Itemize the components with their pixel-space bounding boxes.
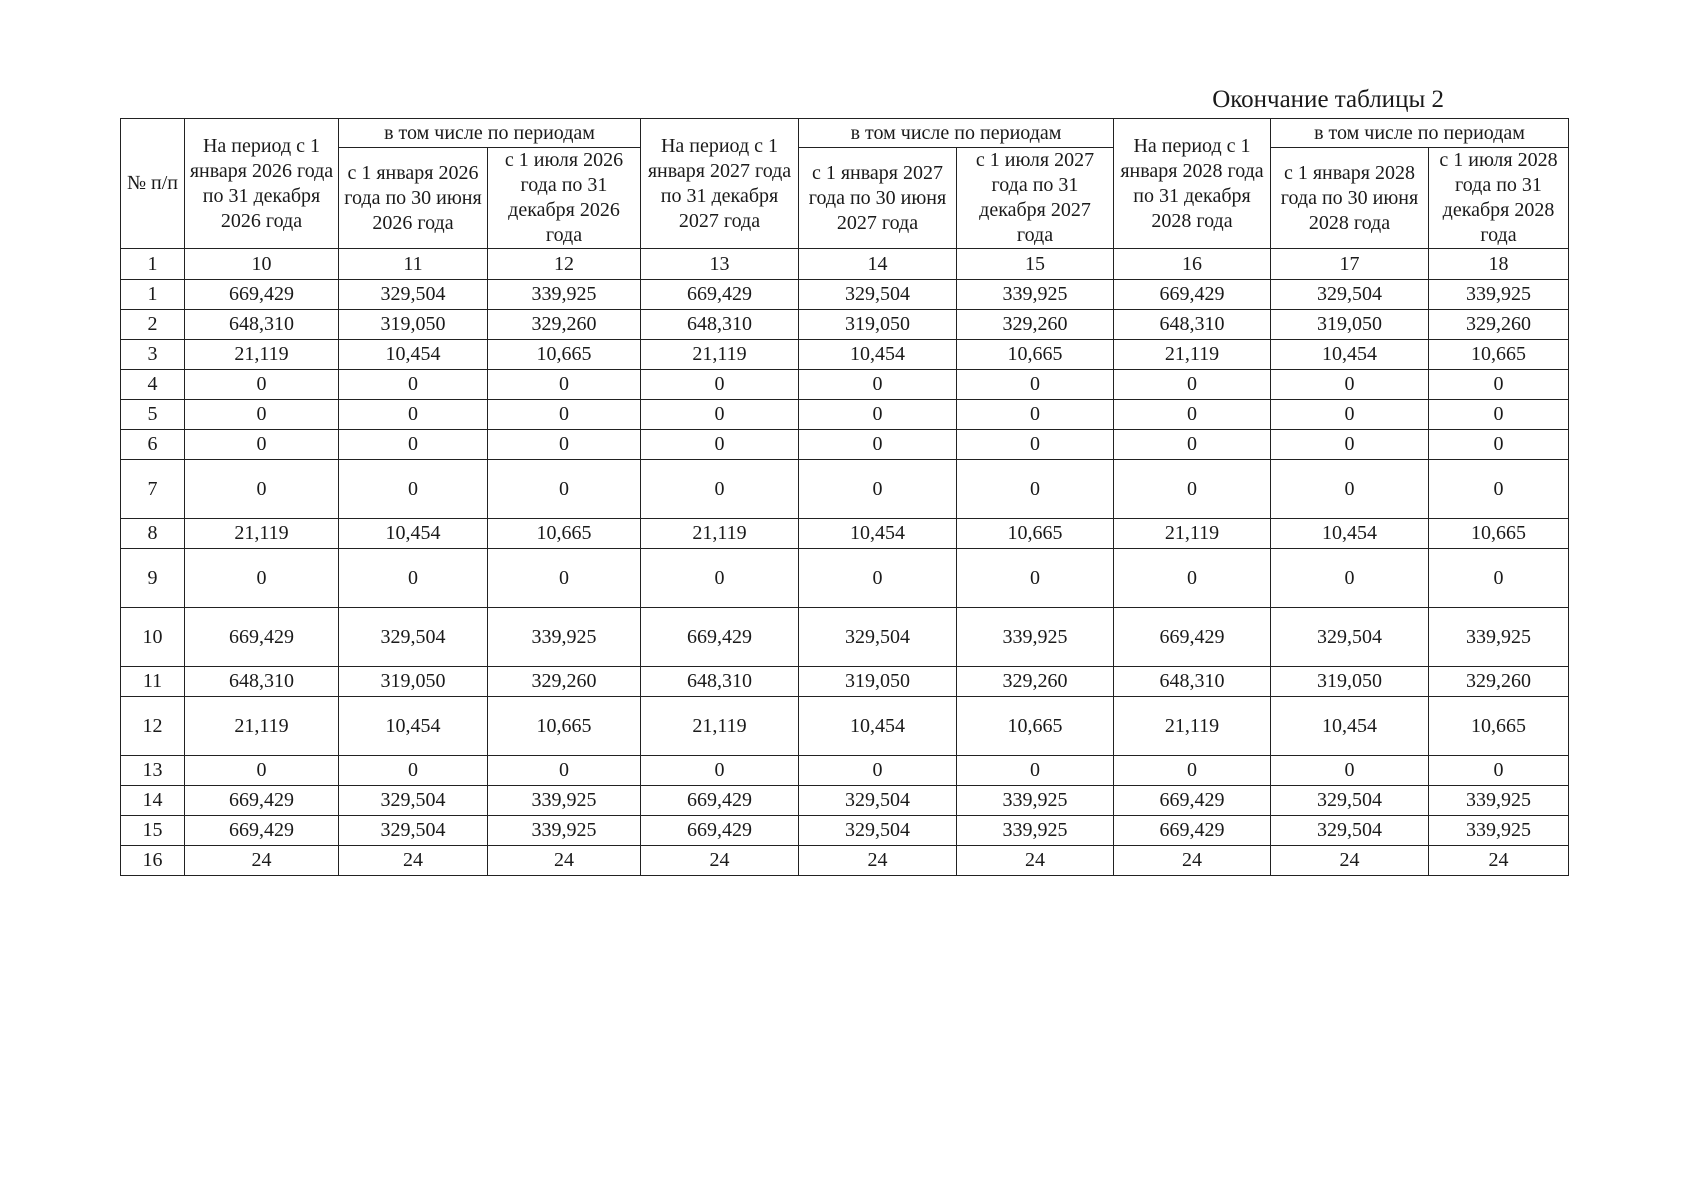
column-number: 17 — [1271, 249, 1429, 280]
value-cell: 669,429 — [185, 280, 339, 310]
value-cell: 0 — [1429, 370, 1569, 400]
value-cell: 648,310 — [1114, 667, 1271, 697]
value-cell: 10,454 — [1271, 697, 1429, 756]
value-cell: 0 — [1271, 460, 1429, 519]
value-cell: 0 — [185, 460, 339, 519]
value-cell: 669,429 — [641, 786, 799, 816]
value-cell: 0 — [641, 549, 799, 608]
row-number-cell: 15 — [121, 816, 185, 846]
value-cell: 0 — [339, 400, 488, 430]
table-body — [121, 280, 1569, 876]
value-cell: 669,429 — [641, 816, 799, 846]
value-cell: 339,925 — [488, 816, 641, 846]
value-cell: 0 — [1429, 430, 1569, 460]
value-cell: 24 — [641, 846, 799, 876]
value-cell: 329,504 — [799, 608, 957, 667]
value-cell: 10,454 — [1271, 519, 1429, 549]
value-cell: 339,925 — [488, 786, 641, 816]
value-cell: 10,665 — [957, 697, 1114, 756]
value-cell: 329,504 — [799, 786, 957, 816]
value-cell: 0 — [957, 430, 1114, 460]
value-cell: 329,260 — [1429, 667, 1569, 697]
value-cell: 648,310 — [641, 310, 799, 340]
value-cell: 10,454 — [799, 340, 957, 370]
column-number: 10 — [185, 249, 339, 280]
table-row — [121, 756, 1569, 786]
value-cell: 0 — [957, 400, 1114, 430]
table-row — [121, 816, 1569, 846]
row-number-cell: 12 — [121, 697, 185, 756]
table-row — [121, 430, 1569, 460]
header-num: № п/п — [121, 119, 185, 249]
value-cell: 0 — [1271, 430, 1429, 460]
table-row — [121, 400, 1569, 430]
table-row — [121, 549, 1569, 608]
value-cell: 329,504 — [799, 816, 957, 846]
value-cell: 0 — [1429, 549, 1569, 608]
value-cell: 329,504 — [799, 280, 957, 310]
table-row — [121, 786, 1569, 816]
value-cell: 24 — [1271, 846, 1429, 876]
value-cell: 10,454 — [799, 697, 957, 756]
row-number-cell: 16 — [121, 846, 185, 876]
value-cell: 21,119 — [641, 519, 799, 549]
value-cell: 0 — [185, 400, 339, 430]
value-cell: 0 — [1429, 400, 1569, 430]
value-cell: 339,925 — [957, 608, 1114, 667]
value-cell: 329,260 — [488, 667, 641, 697]
value-cell: 21,119 — [1114, 519, 1271, 549]
row-number-cell: 8 — [121, 519, 185, 549]
value-cell: 0 — [339, 430, 488, 460]
value-cell: 21,119 — [641, 340, 799, 370]
value-cell: 0 — [1114, 400, 1271, 430]
value-cell: 339,925 — [1429, 816, 1569, 846]
value-cell: 0 — [799, 549, 957, 608]
row-number-cell: 10 — [121, 608, 185, 667]
value-cell: 329,504 — [339, 608, 488, 667]
column-number: 15 — [957, 249, 1114, 280]
value-cell: 10,665 — [1429, 519, 1569, 549]
value-cell: 0 — [1114, 460, 1271, 519]
value-cell: 10,454 — [339, 697, 488, 756]
value-cell: 0 — [799, 370, 957, 400]
value-cell: 648,310 — [1114, 310, 1271, 340]
value-cell: 0 — [1114, 756, 1271, 786]
value-cell: 319,050 — [1271, 667, 1429, 697]
value-cell: 0 — [488, 430, 641, 460]
value-cell: 24 — [1114, 846, 1271, 876]
value-cell: 0 — [1429, 756, 1569, 786]
value-cell: 0 — [799, 430, 957, 460]
row-number-cell: 14 — [121, 786, 185, 816]
header-h2-2028: с 1 июля 2028 года по 31 декабря 2028 года — [1429, 148, 1569, 249]
value-cell: 0 — [185, 370, 339, 400]
value-cell: 319,050 — [799, 310, 957, 340]
table-row — [121, 608, 1569, 667]
value-cell: 0 — [488, 400, 641, 430]
value-cell: 24 — [339, 846, 488, 876]
value-cell: 21,119 — [1114, 697, 1271, 756]
column-number: 12 — [488, 249, 641, 280]
value-cell: 0 — [185, 549, 339, 608]
value-cell: 339,925 — [957, 280, 1114, 310]
value-cell: 329,504 — [1271, 280, 1429, 310]
value-cell: 329,504 — [1271, 786, 1429, 816]
value-cell: 329,504 — [1271, 608, 1429, 667]
header-h2-2027: с 1 июля 2027 года по 31 декабря 2027 года — [957, 148, 1114, 249]
value-cell: 21,119 — [1114, 340, 1271, 370]
value-cell: 24 — [185, 846, 339, 876]
value-cell: 339,925 — [1429, 786, 1569, 816]
value-cell: 10,665 — [488, 340, 641, 370]
value-cell: 0 — [1114, 549, 1271, 608]
value-cell: 24 — [799, 846, 957, 876]
value-cell: 0 — [488, 460, 641, 519]
value-cell: 0 — [799, 756, 957, 786]
table-caption: Окончание таблицы 2 — [1212, 86, 1444, 113]
value-cell: 0 — [339, 370, 488, 400]
value-cell: 319,050 — [339, 667, 488, 697]
table-row — [121, 667, 1569, 697]
value-cell: 0 — [339, 549, 488, 608]
value-cell: 0 — [1429, 460, 1569, 519]
header-group-2026: в том числе по периодам — [339, 119, 641, 148]
row-number-cell: 11 — [121, 667, 185, 697]
value-cell: 0 — [339, 756, 488, 786]
value-cell: 339,925 — [488, 608, 641, 667]
value-cell: 0 — [799, 400, 957, 430]
table-row — [121, 519, 1569, 549]
row-number-cell: 9 — [121, 549, 185, 608]
value-cell: 0 — [641, 400, 799, 430]
value-cell: 0 — [488, 756, 641, 786]
value-cell: 0 — [957, 756, 1114, 786]
value-cell: 10,665 — [488, 519, 641, 549]
table-row — [121, 460, 1569, 519]
value-cell: 669,429 — [1114, 816, 1271, 846]
value-cell: 0 — [799, 460, 957, 519]
row-number-cell: 1 — [121, 280, 185, 310]
value-cell: 329,504 — [339, 786, 488, 816]
value-cell: 329,504 — [339, 816, 488, 846]
row-number-cell: 3 — [121, 340, 185, 370]
value-cell: 0 — [957, 549, 1114, 608]
value-cell: 0 — [641, 460, 799, 519]
value-cell: 21,119 — [185, 519, 339, 549]
value-cell: 669,429 — [1114, 280, 1271, 310]
value-cell: 0 — [641, 370, 799, 400]
value-cell: 0 — [957, 370, 1114, 400]
value-cell: 669,429 — [1114, 786, 1271, 816]
row-number-cell: 13 — [121, 756, 185, 786]
row-number-cell: 5 — [121, 400, 185, 430]
column-number: 11 — [339, 249, 488, 280]
value-cell: 669,429 — [185, 608, 339, 667]
value-cell: 339,925 — [957, 816, 1114, 846]
row-number-cell: 4 — [121, 370, 185, 400]
value-cell: 648,310 — [185, 667, 339, 697]
row-number-cell: 7 — [121, 460, 185, 519]
header-group-2027: в том числе по периодам — [799, 119, 1114, 148]
table-row — [121, 370, 1569, 400]
value-cell: 319,050 — [339, 310, 488, 340]
value-cell: 339,925 — [957, 786, 1114, 816]
value-cell: 319,050 — [799, 667, 957, 697]
column-number: 1 — [121, 249, 185, 280]
value-cell: 24 — [957, 846, 1114, 876]
value-cell: 0 — [1114, 430, 1271, 460]
value-cell: 319,050 — [1271, 310, 1429, 340]
value-cell: 24 — [488, 846, 641, 876]
value-cell: 10,454 — [339, 519, 488, 549]
value-cell: 0 — [641, 430, 799, 460]
value-cell: 21,119 — [641, 697, 799, 756]
value-cell: 0 — [641, 756, 799, 786]
column-number: 18 — [1429, 249, 1569, 280]
header-group-2028: в том числе по периодам — [1271, 119, 1569, 148]
column-number: 14 — [799, 249, 957, 280]
value-cell: 329,260 — [957, 310, 1114, 340]
column-number: 13 — [641, 249, 799, 280]
data-table — [120, 118, 1569, 876]
value-cell: 10,665 — [1429, 340, 1569, 370]
value-cell: 0 — [488, 370, 641, 400]
value-cell: 329,504 — [339, 280, 488, 310]
value-cell: 10,665 — [488, 697, 641, 756]
value-cell: 669,429 — [641, 280, 799, 310]
header-period-2027: На период с 1 января 2027 года по 31 декабря 2027 года — [641, 119, 799, 249]
value-cell: 0 — [1271, 400, 1429, 430]
value-cell: 329,260 — [1429, 310, 1569, 340]
value-cell: 0 — [185, 756, 339, 786]
value-cell: 21,119 — [185, 340, 339, 370]
header-h1-2027: с 1 января 2027 года по 30 июня 2027 года — [799, 148, 957, 249]
value-cell: 329,260 — [957, 667, 1114, 697]
value-cell: 10,454 — [339, 340, 488, 370]
header-h2-2026: с 1 июля 2026 года по 31 декабря 2026 года — [488, 148, 641, 249]
value-cell: 329,504 — [1271, 816, 1429, 846]
value-cell: 0 — [488, 549, 641, 608]
value-cell: 0 — [185, 430, 339, 460]
column-number-row — [121, 249, 1569, 280]
table-row — [121, 846, 1569, 876]
value-cell: 648,310 — [185, 310, 339, 340]
header-period-2028: На период с 1 января 2028 года по 31 декабря 2028 года — [1114, 119, 1271, 249]
header-h1-2028: с 1 января 2028 года по 30 июня 2028 года — [1271, 148, 1429, 249]
value-cell: 339,925 — [488, 280, 641, 310]
value-cell: 0 — [339, 460, 488, 519]
row-number-cell: 2 — [121, 310, 185, 340]
value-cell: 329,260 — [488, 310, 641, 340]
table-row — [121, 697, 1569, 756]
table-row — [121, 340, 1569, 370]
value-cell: 0 — [957, 460, 1114, 519]
header-h1-2026: с 1 января 2026 года по 30 июня 2026 года — [339, 148, 488, 249]
value-cell: 669,429 — [1114, 608, 1271, 667]
row-number-cell: 6 — [121, 430, 185, 460]
value-cell: 0 — [1271, 370, 1429, 400]
header-period-2026: На период с 1 января 2026 года по 31 декабря 2026 года — [185, 119, 339, 249]
value-cell: 339,925 — [1429, 280, 1569, 310]
value-cell: 669,429 — [185, 816, 339, 846]
value-cell: 648,310 — [641, 667, 799, 697]
column-number: 16 — [1114, 249, 1271, 280]
value-cell: 10,665 — [957, 340, 1114, 370]
value-cell: 0 — [1271, 756, 1429, 786]
value-cell: 10,665 — [1429, 697, 1569, 756]
value-cell: 10,454 — [1271, 340, 1429, 370]
table-row — [121, 310, 1569, 340]
value-cell: 0 — [1271, 549, 1429, 608]
value-cell: 669,429 — [641, 608, 799, 667]
value-cell: 24 — [1429, 846, 1569, 876]
value-cell: 10,665 — [957, 519, 1114, 549]
value-cell: 10,454 — [799, 519, 957, 549]
value-cell: 21,119 — [185, 697, 339, 756]
table-row — [121, 280, 1569, 310]
value-cell: 669,429 — [185, 786, 339, 816]
value-cell: 339,925 — [1429, 608, 1569, 667]
value-cell: 0 — [1114, 370, 1271, 400]
